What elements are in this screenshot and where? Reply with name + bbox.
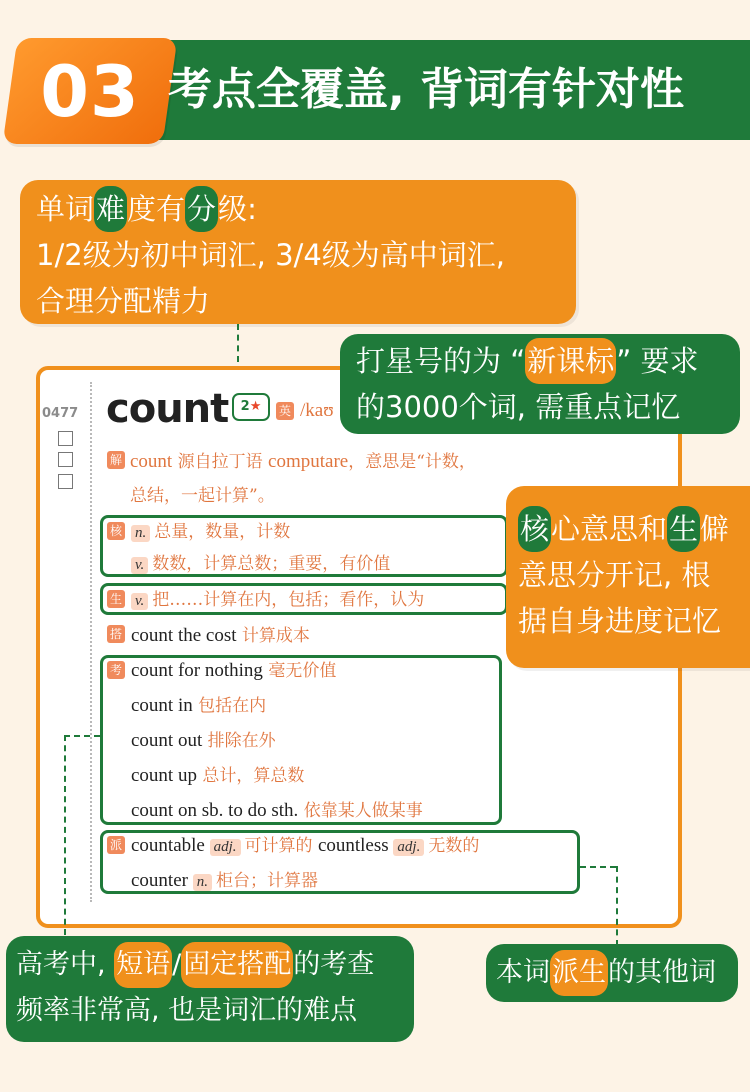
core-tag: 核 <box>107 522 125 540</box>
core-rare-callout: 核心意思和生僻 意思分开记, 根 据自身进度记忆 <box>506 486 750 668</box>
exam-tag: 考 <box>107 661 125 679</box>
derived-words-2: counter n. 柜台；计算器 <box>131 870 318 891</box>
review-checkbox[interactable] <box>58 474 73 489</box>
difficulty-callout: 单词难度有分级: 1/2级为初中词汇, 3/4级为高中词汇, 合理分配精力 <box>20 180 576 324</box>
exam-phrase: count out 排除在外 <box>131 730 276 751</box>
review-checkbox[interactable] <box>58 452 73 467</box>
headword: count <box>106 386 229 432</box>
core-meaning-2: v. 数数，计算总数；重要，有价值 <box>131 549 390 575</box>
core-meaning-1: n. 总量，数量，计数 <box>131 517 290 543</box>
section-title: 考点全覆盖, 背词有针对性 <box>168 64 685 115</box>
level-star-badge: 2★ <box>232 393 270 421</box>
entry-number: 0477 <box>42 406 79 421</box>
connector-line <box>580 866 616 868</box>
exam-phrase: count in 包括在内 <box>131 695 267 716</box>
collocation: count the cost 计算成本 <box>131 625 310 646</box>
exam-phrase: count up 总计，算总数 <box>131 765 305 786</box>
connector-line <box>64 735 66 935</box>
exam-phrase: count on sb. to do sth. 依靠某人做某事 <box>131 800 423 821</box>
divider <box>90 382 92 902</box>
collocation-tag: 搭 <box>107 625 125 643</box>
connector-line <box>616 866 618 946</box>
rare-meaning: v. 把……计算在内，包括；看作，认为 <box>131 585 501 611</box>
phonetic: /kaʊ <box>300 400 334 421</box>
exam-phrase: count for nothing 毫无价值 <box>131 660 337 681</box>
connector-line <box>64 735 100 737</box>
etymology-line-2: 总结，一起计算”。 <box>130 486 275 506</box>
phrases-callout: 高考中, 短语/固定搭配的考查 频率非常高, 也是词汇的难点 <box>6 936 414 1042</box>
review-checkbox[interactable] <box>58 431 73 446</box>
section-number: 03 <box>40 51 140 133</box>
phonetic-tag: 英 <box>276 402 294 420</box>
explain-tag: 解 <box>107 451 125 469</box>
rare-tag: 生 <box>107 590 125 608</box>
derived-tag: 派 <box>107 836 125 854</box>
etymology-line: count 源自拉丁语 computare，意思是“计数， <box>130 451 476 472</box>
derived-callout: 本词派生的其他词 <box>486 944 738 1002</box>
derived-words-1: countable adj. 可计算的 countless adj. 无数的 <box>131 835 480 856</box>
star-callout: 打星号的为 “新课标” 要求 的3000个词, 需重点记忆 <box>340 334 740 434</box>
